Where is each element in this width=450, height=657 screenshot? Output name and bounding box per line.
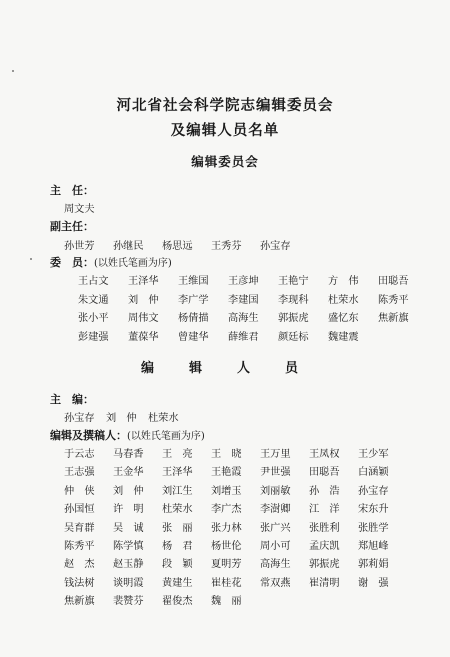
document-title-line1: 河北省社会科学院志编辑委员会 xyxy=(116,97,334,114)
person-name: 于云志 xyxy=(64,449,95,460)
person-name: 李建国 xyxy=(228,294,259,306)
person-name: 李广学 xyxy=(178,294,209,306)
person-name: 杜荣水 xyxy=(162,504,193,516)
person-name: 郑旭峰 xyxy=(358,541,389,552)
person-name: 裴赞芬 xyxy=(113,596,144,608)
person-name: 宋东升 xyxy=(358,504,389,516)
person-name: 赵 杰 xyxy=(64,559,95,571)
person-name: 许 明 xyxy=(113,504,144,516)
person-name: 李现科 xyxy=(278,294,309,306)
person-name: 张小平 xyxy=(78,313,109,325)
person-name: 崔桂花 xyxy=(211,577,242,589)
person-name: 刘江生 xyxy=(162,485,193,497)
person-name: 夏明芳 xyxy=(211,559,242,571)
person-name: 曾建华 xyxy=(178,332,209,344)
person-name: 张 丽 xyxy=(162,522,193,534)
person-name: 朱文通 xyxy=(78,294,109,306)
person-name: 刘增玉 xyxy=(211,485,242,497)
person-name: 谈明霞 xyxy=(113,577,144,589)
director-name: 周文夫 xyxy=(64,204,95,215)
person-name: 张胜利 xyxy=(309,522,340,534)
person-name: 高海生 xyxy=(228,313,259,325)
person-name: 仲 侠 xyxy=(64,485,95,497)
person-name: 黄建生 xyxy=(162,577,193,589)
person-name: 王金华 xyxy=(113,467,144,479)
person-name: 白涵颖 xyxy=(358,467,389,479)
writers-note: (以姓氏笔画为序) xyxy=(127,431,205,442)
person-name: 吴 诚 xyxy=(113,522,144,534)
director-label: 主 任： xyxy=(50,184,94,197)
person-name: 杨 君 xyxy=(162,541,193,552)
document-title-line2: 及编辑人员名单 xyxy=(170,122,280,139)
writers-label xyxy=(50,427,205,443)
person-name: 郭振虎 xyxy=(278,313,309,325)
person-name: 吴育群 xyxy=(64,522,95,534)
person-name: 孙世芳 xyxy=(64,241,95,252)
person-name: 杨世伦 xyxy=(211,541,242,552)
person-name: 王泽华 xyxy=(162,467,193,479)
person-name: 王占文 xyxy=(78,276,109,287)
staff-heading: 编 辑 人 员 xyxy=(140,361,309,376)
person-name: 王凤权 xyxy=(309,449,340,460)
person-name: 孙宝存 xyxy=(64,413,95,424)
person-name: 方 伟 xyxy=(328,276,359,287)
person-name: 崔清明 xyxy=(309,577,340,589)
person-name: 孙 浩 xyxy=(309,485,340,497)
person-name: 张力林 xyxy=(211,522,242,534)
person-name: 王志强 xyxy=(64,467,95,479)
person-name: 彭建强 xyxy=(78,332,109,344)
person-name: 郭莉娟 xyxy=(358,559,389,571)
person-name: 江 洋 xyxy=(309,504,340,516)
person-name: 翟俊杰 xyxy=(162,596,193,608)
vice-director-label: 副主任： xyxy=(50,220,94,233)
person-name: 王秀芬 xyxy=(211,241,242,252)
committee-heading: 编辑委员会 xyxy=(191,154,259,169)
person-name: 谢 强 xyxy=(358,577,389,589)
person-name: 王少军 xyxy=(358,449,389,460)
person-name: 孙国恒 xyxy=(64,504,95,516)
person-name: 周伟文 xyxy=(128,313,159,325)
person-name: 刘 仲 xyxy=(128,294,159,306)
members-note: (以姓氏笔画为序) xyxy=(94,258,172,269)
person-name: 杨倩描 xyxy=(178,313,209,325)
person-name: 王万里 xyxy=(260,449,291,460)
person-name: 周小可 xyxy=(260,541,291,552)
person-name: 王 亮 xyxy=(162,449,193,460)
person-name: 赵玉静 xyxy=(113,559,144,571)
person-name: 李广杰 xyxy=(211,504,242,516)
person-name: 刘 仲 xyxy=(106,413,137,424)
person-name: 李澍卿 xyxy=(260,504,291,516)
person-name: 马春香 xyxy=(113,449,144,460)
person-name: 王 晓 xyxy=(211,449,242,460)
editor-label: 主 编： xyxy=(50,393,94,406)
person-name: 魏 丽 xyxy=(211,596,242,608)
person-name: 尹世强 xyxy=(260,467,291,479)
person-name: 焦新旗 xyxy=(64,596,95,608)
person-name: 郭振虎 xyxy=(309,559,340,571)
person-name: 田聪吾 xyxy=(309,467,340,479)
person-name: 焦新旗 xyxy=(378,313,409,325)
person-name: 孙继民 xyxy=(113,241,144,252)
person-name: 刘 仲 xyxy=(113,485,144,497)
person-name: 魏建震 xyxy=(328,332,359,344)
person-name: 王艳霞 xyxy=(211,467,242,479)
person-name: 盛忆东 xyxy=(328,313,359,325)
person-name: 颜廷标 xyxy=(278,332,309,344)
person-name: 薛维君 xyxy=(228,332,259,344)
person-name: 王泽华 xyxy=(128,276,159,287)
person-name: 张胜学 xyxy=(358,522,389,534)
members-label-text: 委 员： xyxy=(50,256,94,269)
person-name: 杨思远 xyxy=(162,241,193,252)
person-name: 钱法树 xyxy=(64,577,95,589)
person-name: 陈秀平 xyxy=(64,541,95,552)
person-name: 陈学慎 xyxy=(113,541,144,552)
person-name: 王彦坤 xyxy=(228,276,259,287)
person-name: 王艳宁 xyxy=(278,276,309,287)
person-name: 刘丽敏 xyxy=(260,485,291,497)
person-name: 杜荣水 xyxy=(328,294,359,306)
writers-label-text: 编辑及撰稿人： xyxy=(50,429,127,442)
person-name: 高海生 xyxy=(260,559,291,571)
person-name: 孙宝存 xyxy=(260,241,291,252)
person-name: 王维国 xyxy=(178,276,209,287)
person-name: 陈秀平 xyxy=(378,294,409,306)
members-label xyxy=(50,254,172,270)
scan-speck xyxy=(30,258,32,260)
person-name: 段 颖 xyxy=(162,559,193,571)
person-name: 杜荣水 xyxy=(148,413,179,424)
person-name: 田聪吾 xyxy=(378,276,409,287)
person-name: 常双燕 xyxy=(260,577,291,589)
person-name: 董葆华 xyxy=(128,332,159,344)
person-name: 张广兴 xyxy=(260,522,291,534)
person-name: 孟庆凯 xyxy=(309,541,340,552)
scan-speck xyxy=(12,70,14,72)
person-name: 孙宝存 xyxy=(358,485,389,497)
